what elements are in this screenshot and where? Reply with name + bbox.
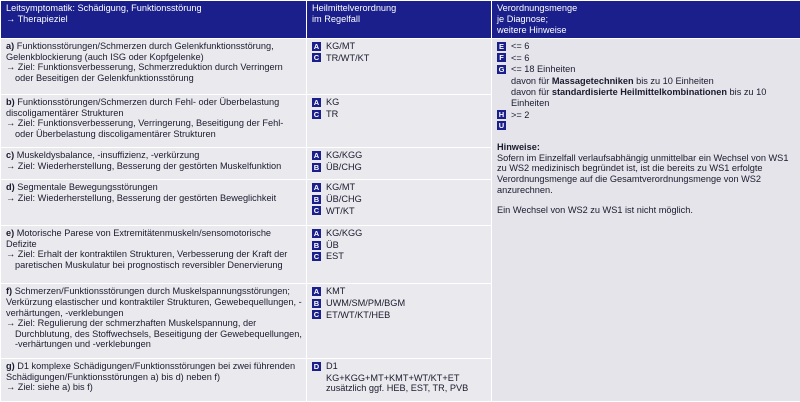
measure-code-badge: C xyxy=(313,310,320,320)
amount-item xyxy=(497,41,796,52)
measure-item xyxy=(312,298,487,309)
measure-item xyxy=(312,194,487,205)
measure-item xyxy=(312,109,487,120)
measure-item xyxy=(312,182,487,193)
subline-bold: standardisierte Heilmittelkombinationen xyxy=(551,87,727,98)
measure-text: WT/KT xyxy=(326,205,355,216)
symptom-cell xyxy=(1,95,307,148)
amount-item xyxy=(497,64,796,75)
symptom-description: Motorische Parese von Extremitätenmuskeln/sensomotorische Defizite xyxy=(6,228,272,249)
symptom-description: Segmentale Bewegungsstörungen xyxy=(17,182,158,193)
symptom-text xyxy=(6,41,302,62)
measure-code-badge: C xyxy=(313,53,320,63)
spacer xyxy=(497,195,796,205)
therapy-goal: → Ziel: Funktionsverbesserung, Schmerzreduktion durch Verringern oder Beseitigen der Gelenkfunktionsstörung xyxy=(6,62,283,83)
prescription-cell xyxy=(307,359,492,402)
symptom-text xyxy=(6,150,302,161)
measure-text: ÜB/CHG xyxy=(326,161,362,172)
header-amount-line3: weitere Hinweise xyxy=(497,24,567,35)
row-label: d) xyxy=(6,182,15,193)
measure-code-badge: A xyxy=(313,183,320,193)
symptom-text xyxy=(6,97,302,118)
measure-code-badge: C xyxy=(313,252,320,262)
symptom-text xyxy=(6,182,302,193)
measure-code-badge: A xyxy=(313,287,320,297)
table-row xyxy=(1,39,800,95)
measure-text: KG/KGG xyxy=(326,228,363,239)
amount-text: >= 2 xyxy=(511,109,530,120)
prescription-cell xyxy=(307,180,492,226)
symptom-text xyxy=(6,361,302,382)
subline-pre: davon für xyxy=(511,75,552,86)
measure-code-badge: A xyxy=(313,150,320,160)
measure-item xyxy=(312,162,487,173)
header-amount-line2: je Diagnose; xyxy=(497,13,549,24)
symptom-cell xyxy=(1,284,307,359)
hint-text: Sofern im Einzelfall verlaufsabhängig unmittelbar ein Wechsel von WS1 zu WS2 medizinisch begründet ist, ist die bereits zu WS1 erfolgte Verordnungsmenge auf die Gesamtverordnungsmenge von WS2 anzurechnen. xyxy=(497,152,789,195)
measure-code-badge: B xyxy=(313,298,320,308)
measure-item xyxy=(312,310,487,321)
measure-code-badge: B xyxy=(313,240,320,250)
amount-code-badge: E xyxy=(498,41,504,51)
measure-text: KG/MT xyxy=(326,41,356,51)
measure-text: KG xyxy=(326,97,340,108)
measure-item xyxy=(312,286,487,297)
measure-item xyxy=(312,53,487,64)
measure-item xyxy=(312,41,487,52)
prescription-cell xyxy=(307,39,492,95)
amount-item xyxy=(497,53,796,64)
hint-title: Hinweise: xyxy=(497,142,540,153)
subline-bold: Massagetechniken xyxy=(551,75,634,86)
row-label: g) xyxy=(6,361,15,372)
header-symptoms-line2: → Therapieziel xyxy=(6,13,68,24)
measure-item xyxy=(312,228,487,239)
measure-item xyxy=(312,206,487,217)
symptom-cell xyxy=(1,226,307,284)
measure-item xyxy=(312,361,487,372)
measure-code-badge: B xyxy=(313,194,320,204)
symptom-description: Schmerzen/Funktionsstörungen durch Muskelspannungsstörungen; Verkürzung elastischer und kontraktiler Strukturen, Gewebequellungen, -verhärtungen, -verklebungen xyxy=(6,286,302,318)
subline-post: bis zu 10 Einheiten xyxy=(511,87,767,108)
measure-extra: KG+KGG+MT+KMT+WT/KT+ET xyxy=(326,372,460,383)
measure-item xyxy=(312,97,487,108)
prescription-cell xyxy=(307,226,492,284)
symptom-cell xyxy=(1,39,307,95)
subline-post: bis zu 10 Einheiten xyxy=(633,75,714,86)
measure-text: TR xyxy=(326,108,339,119)
measure-item xyxy=(312,150,487,161)
measure-text: ET/WT/KT/HEB xyxy=(326,309,391,320)
measure-item xyxy=(312,240,487,251)
header-symptoms xyxy=(1,1,307,39)
header-prescription xyxy=(307,1,492,39)
header-amount-line1: Verordnungsmenge xyxy=(497,3,578,13)
measure-code-badge: A xyxy=(313,41,320,51)
row-label: b) xyxy=(6,97,15,108)
amount-code-badge: U xyxy=(498,121,505,131)
measure-text: D1 xyxy=(326,361,338,372)
amount-item xyxy=(497,110,796,121)
measure-item xyxy=(312,251,487,262)
measure-code-badge: D xyxy=(313,362,320,372)
measure-code-badge: B xyxy=(313,162,320,172)
amount-text: <= 18 Einheiten xyxy=(511,64,576,75)
amount-code-badge: G xyxy=(498,64,505,74)
measure-text: KG/MT xyxy=(326,182,356,193)
therapy-goal: → Ziel: Funktionsverbesserung, Verringerung, Beseitigung der Fehl- oder Überbelastung discoligamentärer Strukturen xyxy=(6,118,284,139)
measure-code-badge: C xyxy=(313,206,320,216)
therapy-goal: → Ziel: siehe a) bis f) xyxy=(6,382,93,393)
measure-text: UWM/SM/PM/BGM xyxy=(326,298,406,308)
symptom-description: Funktionsstörungen/Schmerzen durch Fehl- oder Überbelastung discoligamentärer Strukturen xyxy=(6,97,280,118)
symptom-text xyxy=(6,228,302,249)
measure-text: ÜB/CHG xyxy=(326,194,362,205)
amount-cell xyxy=(492,39,800,402)
prescription-cell xyxy=(307,148,492,180)
prescription-cell xyxy=(307,284,492,359)
amount-item xyxy=(497,121,796,130)
therapy-goal: → Ziel: Regulierung der schmerzhaften Muskelspannung, der Durchblutung, des Stoffwechsels, Beseitigung der Gewebequellungen, -verhärtungen und -verklebungen xyxy=(6,318,302,350)
therapy-goal: → Ziel: Wiederherstellung, Besserung der gestörten Beweglichkeit xyxy=(6,193,277,204)
amount-subline xyxy=(497,87,796,108)
measure-text: ÜB xyxy=(326,239,339,250)
amount-subline xyxy=(497,76,796,87)
header-prescription-line1: Heilmittelverordnung xyxy=(312,3,397,13)
header-prescription-line2: im Regelfall xyxy=(312,13,360,24)
symptom-description: Muskeldysbalance, -insuffizienz, -verkürzung xyxy=(16,150,200,161)
measure-text: KMT xyxy=(326,286,346,297)
symptom-cell xyxy=(1,180,307,226)
symptom-description: Funktionsstörungen/Schmerzen durch Gelenkfunktionsstörung, Gelenkblockierung (auch ISG oder Kopfgelenke) xyxy=(6,41,274,62)
measure-code-badge: A xyxy=(313,97,320,107)
symptom-text xyxy=(6,286,302,318)
header-row xyxy=(1,1,800,39)
measure-extra: zusätzlich ggf. HEB, EST, TR, PVB xyxy=(326,383,469,394)
amount-text: <= 6 xyxy=(511,52,530,63)
measure-code-badge: A xyxy=(313,228,320,238)
amount-code-badge: F xyxy=(497,53,506,62)
measure-text: EST xyxy=(326,251,344,262)
subline-pre: davon für xyxy=(511,87,552,98)
measure-text: TR/WT/KT xyxy=(326,52,370,63)
amount-text: <= 6 xyxy=(511,41,530,51)
symptom-cell xyxy=(1,148,307,180)
row-label: f) xyxy=(6,286,13,297)
row-label: a) xyxy=(6,41,15,51)
symptom-description: D1 komplexe Schädigungen/Funktionsstörungen bei zwei führenden Schädigungen/Funktionsstörungen a) bis d) neben f) xyxy=(6,361,296,382)
therapy-goal: → Ziel: Erhalt der kontraktilen Strukturen, Verbesserung der Kraft der paretischen Muskulatur bei prognostisch reversibler Denervierung xyxy=(6,249,288,270)
row-label: c) xyxy=(6,150,15,161)
symptom-cell xyxy=(1,359,307,402)
prescription-cell xyxy=(307,95,492,148)
amount-code-badge: H xyxy=(498,110,505,120)
row-label: e) xyxy=(6,228,15,239)
measure-text: KG/KGG xyxy=(326,150,363,161)
therapy-goal: → Ziel: Wiederherstellung, Besserung der gestörten Muskelfunktion xyxy=(6,160,282,171)
header-symptoms-line1: Leitsymptomatik: Schädigung, Funktionsstörung xyxy=(6,3,202,13)
hint-text: Ein Wechsel von WS2 zu WS1 ist nicht möglich. xyxy=(497,205,693,216)
measure-code-badge: C xyxy=(313,109,320,119)
header-amount xyxy=(492,1,800,39)
